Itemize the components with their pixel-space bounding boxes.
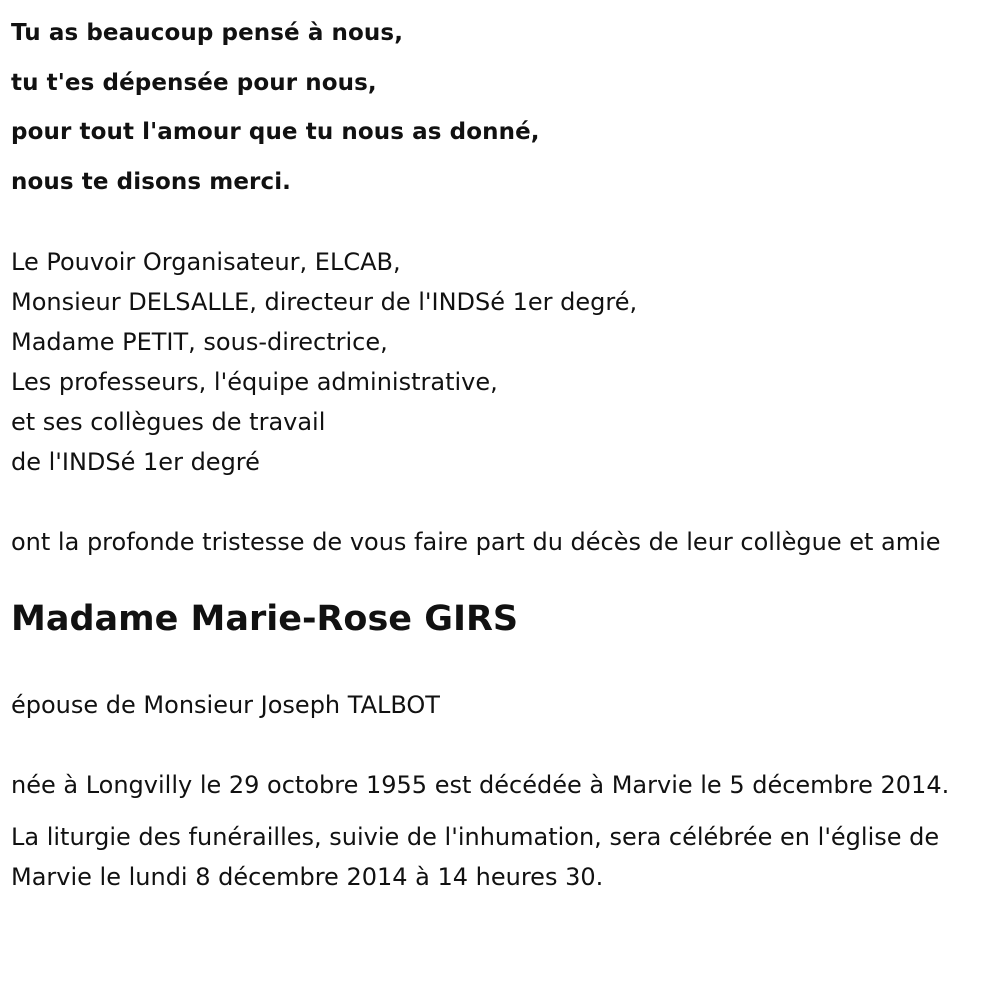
poem-line: nous te disons merci.	[11, 168, 292, 195]
organizer-line: Les professeurs, l'équipe administrative,	[11, 368, 498, 396]
tribute-poem	[11, 0, 986, 207]
poem-line: tu t'es dépensée pour nous,	[11, 69, 377, 96]
birth-death-text: née à Longvilly le 29 octobre 1955 est décédée à Marvie le 5 décembre 2014.	[11, 771, 950, 799]
deceased-name: Madame Marie-Rose GIRS	[11, 599, 519, 639]
organizer-line: et ses collègues de travail	[11, 408, 326, 436]
organizer-line: de l'INDSé 1er degré	[11, 448, 260, 476]
poem-line: pour tout l'amour que tu nous as donné,	[11, 119, 540, 145]
liturgy-text: La liturgie des funérailles, suivie de l'inhumation, sera célébrée en l'église de Marvie le lundi 8 décembre 2014 à 14 heures 30.	[11, 823, 940, 891]
announcement-text: ont la profonde tristesse de vous faire part du décès de leur collègue et amie	[11, 528, 941, 556]
spouse-text: épouse de Monsieur Joseph TALBOT	[11, 691, 440, 719]
organizer-line: Le Pouvoir Organisateur, ELCAB,	[11, 248, 401, 276]
organizer-line: Madame PETIT, sous-directrice,	[11, 328, 388, 356]
organizer-line: Monsieur DELSALLE, directeur de l'INDSé 1er degré,	[11, 288, 638, 316]
organizers-list	[11, 242, 986, 482]
obituary-notice	[11, 0, 986, 897]
poem-line: Tu as beaucoup pensé à nous,	[11, 20, 404, 46]
